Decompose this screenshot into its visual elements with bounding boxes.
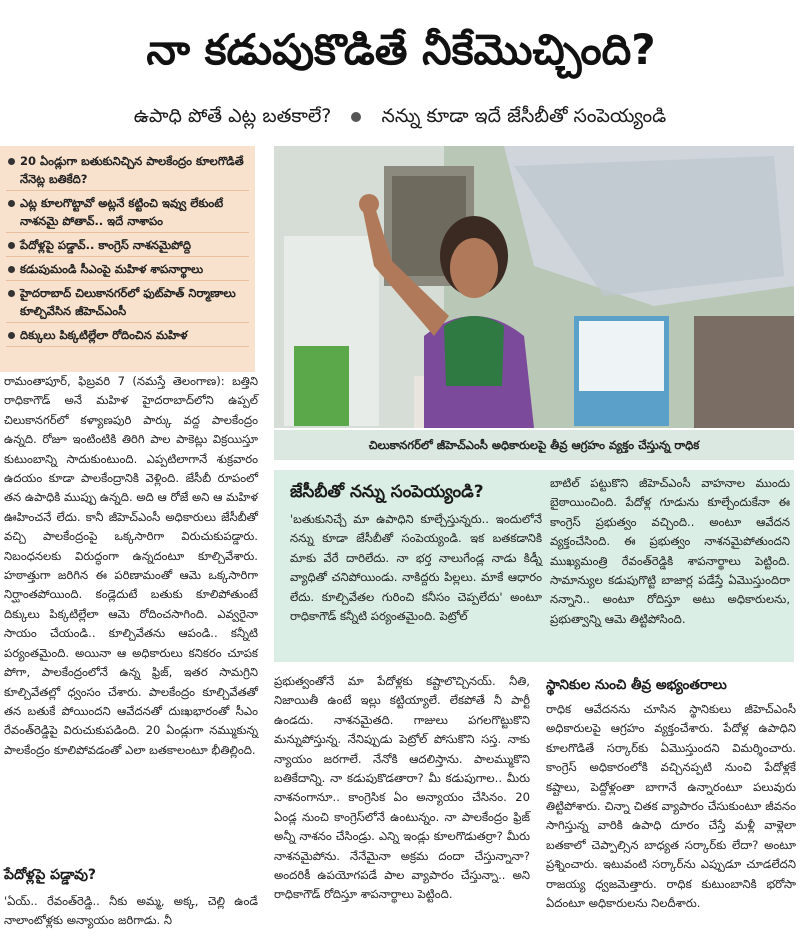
highlight-item: 20 ఏండ్లుగా బతుకునిచ్చిన పాలకేంద్రం కూలగొడితే నేనెట్ల బతికేది? xyxy=(6,152,249,191)
highlight-item: పేదోళ్లపై పడ్డావ్‌.. కాంగ్రెస్‌ నాశనమైపోద్ది xyxy=(6,236,249,257)
quote-box-column-1: 'బతుకునిచ్చే మా ఉపాధిని కూల్చేస్తున్నరు.. ఇందులోనే నన్ను కూడా జేసీబీతో సంపెయ్యండి. ఇక బతకడానికి మాకు వేరే దారిలేదు. నా భర్త నాలుగేండ్ల నాడు కిడ్నీ వ్యాధితో చనిపోయిండు. నాకిద్దరు పిల్లలు. మాకే ఆధారం లేదు. కూల్చివేతల గురించి కనీసం చెప్పలేదు' అంటూ రాధికాగౌడ్‌ కన్నీటి పర్యంతమైంది. పెట్రోల్‌ xyxy=(290,512,542,624)
subheadline-left: ఉపాధి పోతే ఎట్ల బతకాలే? xyxy=(133,105,332,127)
article-column-3: రాధిక ఆవేదనను చూసిన స్థానికులు జీహెచ్‌ఎంసీ అధికారులపై ఆగ్రహం వ్యక్తంచేశారు. పేదోళ్ల ఉపాధిని కూలగొడితే సర్కార్‌కు ఏమొస్తుందని విమర్శించారు. కాంగ్రెస్‌ అధికారంలోకి వచ్చినప్పటి నుంచి పేదోళ్లకే కష్టాలు, పెద్దోళ్లంతా బాగానే ఉన్నారంటూ పలువురు తిట్టిపోశారు. చిన్నా చితక వ్యాపారం చేసుకుంటూ జీవనం సాగిస్తున్న వారికి ఉపాధి దూరం చేస్తే మళ్లీ వాళ్లెలా బతకాలో చెప్పాల్సిన బాధ్యత సర్కార్‌కు లేదా? అంటూ ప్రశ్నించారు. ఇటువంటి సర్కార్‌ను ఎప్పుడూ చూడలేదని రాజయ్య ధ్వజమెత్తారు. రాధిక కుటుంబానికి భరోసా ఏదంటూ అధికారులను నిలదీశారు. xyxy=(546,702,796,911)
article-subheading: పేదోళ్లపై పడ్డావు? xyxy=(4,867,97,883)
article-subheading-2: స్థానికుల నుంచి తీవ్ర అభ్యంతరాలు xyxy=(546,677,727,693)
article-column-2: ప్రభుత్వంతోనే మా పేదోళ్లకు కష్టాలొచ్చినయ్‌. నీతి, నిజాయితీ ఉంటే ఇల్లు కట్టియ్యాలే. లేకపోతే నీ పార్టీ ఉండదు. నాశనమైతది. గాజులు పగలగొట్టుకొని మన్నుపోస్తున్న. నేనిప్పుడు పెట్రోల్‌ పోసుకొని సస్త. నాకు న్యాయం జరగాలే. నేనోకి ఆదలిస్తాను. పాలమ్ముకొని బతికేదాన్ని. నా కడుపుకొడతారా? మీ కడుపుగాల.. మీరు నాశనంగానూ.. కాంగ్రెసిక ఏం అన్యాయం చేసినం. 20 ఏండ్ల నుంచి కాంగ్రెస్‌లోనే ఉంటున్నం. నా పాలకేంద్రం ఫ్రిజ్‌ అన్నీ నాశనం చేసిండ్రు. ఎన్ని ఇండ్లు కూలగొడుతర్రా? మీరు నాశనమైపోను. నేనేమైనా అక్రమ దందా చేస్తున్నానా? అందరికీ ఉపయోగపడే పాల వ్యాపారం చేస్తున్నా.. అని రాధికాగౌడ్‌ రోదిస్తూ శాపనార్థాలు పెట్టింది. xyxy=(274,674,530,902)
headline: నా కడుపుకొడితే నీకేమొచ్చింది? xyxy=(146,25,656,74)
highlight-item: ఎట్ల కూలగొట్టావో అట్లనే కట్టించి ఇవ్వు లేకుంటే నాశనమై పోతావ్‌.. ఇదే నాశాపం xyxy=(6,194,249,233)
woman-pointing-photo-icon xyxy=(274,146,794,428)
highlight-item: కడుపుమండి సీఎంపై మహిళ శాపనార్థాలు xyxy=(6,260,249,281)
bullet-dot-icon xyxy=(351,112,361,122)
article-column-1 xyxy=(4,372,258,760)
highlight-item: హైదరాబాద్‌ చిలుకానగర్‌లో ఫుట్‌పాత్‌ నిర్మాణాలు కూల్చివేసిన జీహెచ్‌ఎంసీ xyxy=(6,284,249,323)
article-body: రామంతాపూర్‌, ఫిబ్రవరి 7 (నమస్తే తెలంగాణ): బత్తిని రాధికాగౌడ్‌ అనే మహిళ హైదరాబాద్‌లోని ఉప్పల్‌ చిలుకానగర్‌లో కళ్యాణపురి పార్కు వద్ద పాలకేంద్రం ఉన్నది. రోజూ ఇంటింటికి తిరిగి పాల పాకెట్లు విక్రయిస్తూ కుటుంబాన్ని సాదుకుంటుంది. ఎప్పటిలాగానే శుక్రవారం ఉదయం కూడా పాలకేంద్రానికి వెళ్లింది. జేసీబీ రూపంలో తన ఉపాధికి ముప్పు ఉన్నది. అది ఆ రోజే అని ఆ మహిళ ఊహించనే లేదు. కానీ జీహెచ్‌ఎంసీ అధికారులు జేసీబీతో వచ్చి పాలకేంద్రంపై ఒక్కసారిగా విరుచుకుపడ్డారు. నిబంధనలకు విరుద్ధంగా ఉన్నదంటూ కూల్చివేశారు. హఠాత్తుగా జరిగిన ఈ పరిణామంతో ఆమె ఒక్కసారిగా నిర్ఘాంతపోయింది. కండ్లెదుటే బతుకు కూలిపోతుంటే దిక్కులు పిక్కటిల్లేలా ఆమె రోదించసాగింది. ఎవ్వరైనా సాయం చేయండి.. కూల్చివేతను ఆపండి.. కన్నీటి పర్యంతమైంది. అయినా ఆ అధికారులు కనికరం చూపక పోగా, పాలకేంద్రంలోనే ఉన్న ఫ్రిజ్‌, ఇతర సామగ్రిని కూల్చివేతల్లో ధ్వంసం చేశారు. పాలకేంద్రం కూల్చివేతతో తన బతుకే పోయిందని ఆవేదనతో దుఃఖభారంతో సీఎం రేవంత్‌రెడ్డిపై విరుచుకుపడింది. 20 ఏండ్లుగా నమ్ముకున్న పాలకేంద్రం కూలిపోవడంతో ఎలా బతకాలంటూ భీతిల్లింది. xyxy=(4,374,258,757)
quote-box-column-2: బాటిల్‌ పట్టుకొని జీహెచ్‌ఎంసీ వాహనాల ముందు బైఠాయించింది. పేదోళ్ల గూడును కూల్చేందుకేనా ఈ కాంగ్రెస్‌ ప్రభుత్వం వచ్చింది.. అంటూ ఆవేదన వ్యక్తంచేసింది. ఈ ప్రభుత్వం నాశనమైపోతుందని ముఖ్యమంత్రి రేవంత్‌రెడ్డికి శాపనార్థాలు పెట్టింది. సామాన్యుల కడుపుగొట్టి బాజార్ల పడేస్తే ఏమొస్తుందిరా నన్నాని.. అంటూ రోదిస్తూ అటు అధికారులను, ప్రభుత్వాన్ని ఆమె తిట్టిపోసింది. xyxy=(550,476,790,626)
highlight-item: దిక్కులు పిక్కటిల్లేలా రోదించిన మహిళ xyxy=(6,326,249,347)
news-photo xyxy=(274,146,794,428)
subheadline-right: నన్ను కూడా ఇదే జేసీబీతో సంపెయ్యండి xyxy=(381,105,667,127)
subheadline xyxy=(0,94,800,138)
highlights-box xyxy=(0,146,255,372)
article-column-1-tail: 'ఏయ్‌.. రేవంత్‌రెడ్డి.. నీకు అమ్మ, అక్క, చెల్లి ఉండే నాలాంటోళ్లకు అన్యాయం జరిగాడు. నీ xyxy=(4,894,258,928)
quote-box-title: జేసీబీతో నన్ను సంపెయ్యండి? xyxy=(290,482,484,502)
photo-caption: చిలుకానగర్‌లో జీహెచ్‌ఎంసీ అధికారులపై తీవ్ర ఆగ్రహం వ్యక్తం చేస్తున్న రాధిక xyxy=(274,430,794,460)
